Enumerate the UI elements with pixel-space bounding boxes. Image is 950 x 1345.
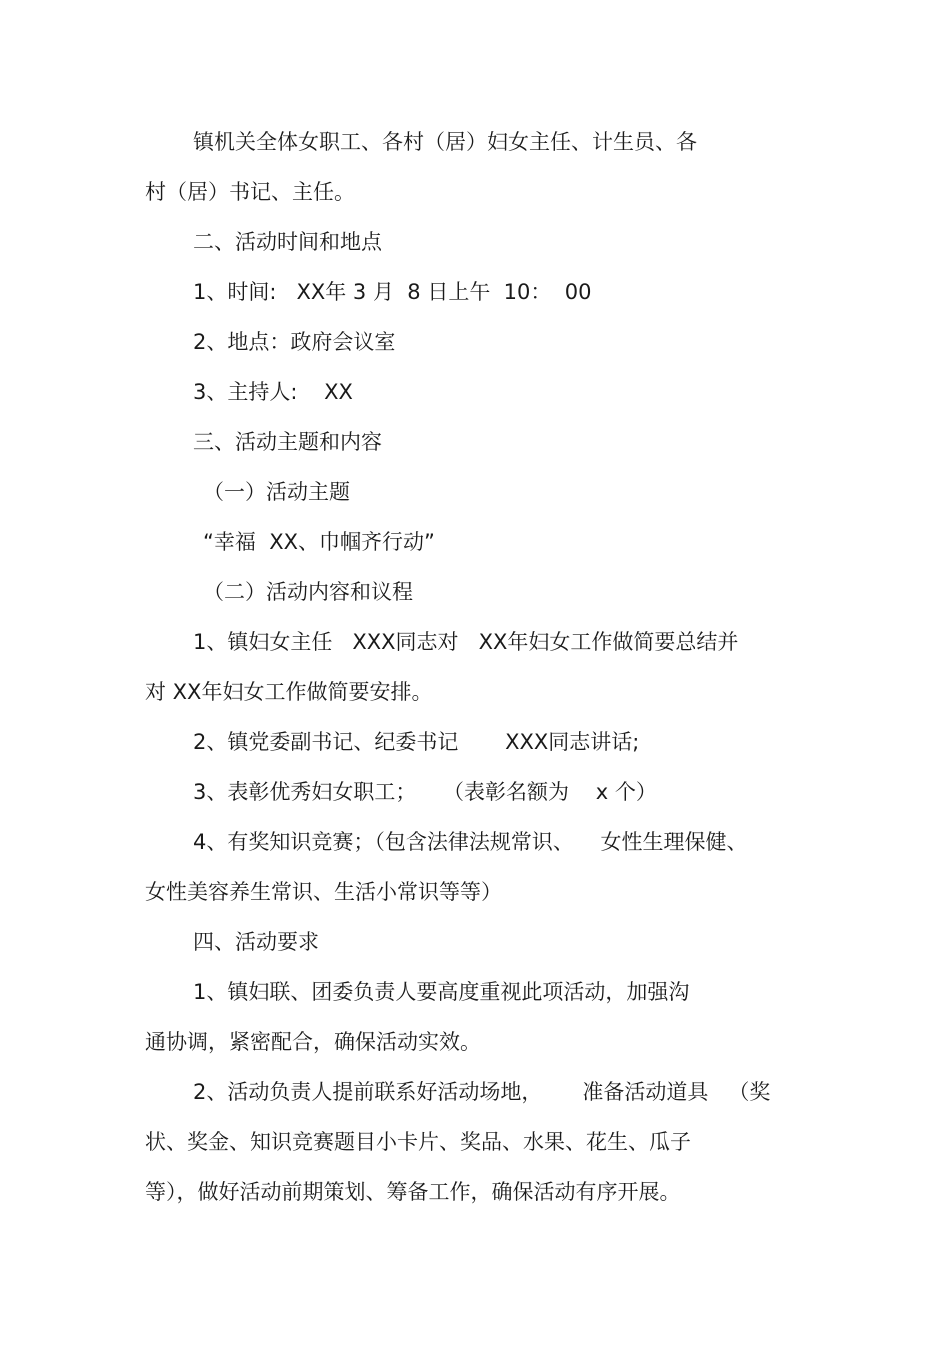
paragraph-line-2: 村（居）书记、主任。 [145, 180, 355, 204]
item-place: 2、地点：政府会议室 [193, 330, 396, 354]
paragraph-line-1: 镇机关全体女职工、各村（居）妇女主任、计生员、各 [193, 130, 697, 154]
subheading-theme: （一）活动主题 [203, 480, 350, 504]
agenda-item-1-line-1: 1、镇妇女主任 XXX同志对 XX年妇女工作做简要总结并 [193, 630, 739, 654]
theme-slogan: “幸福 XX、巾帼齐行动” [203, 530, 435, 554]
subheading-content-agenda: （二）活动内容和议程 [203, 580, 413, 604]
agenda-item-4-line-2: 女性美容养生常识、生活小常识等等） [145, 880, 502, 904]
requirement-1-line-1: 1、镇妇联、团委负责人要高度重视此项活动，加强沟 [193, 980, 690, 1004]
item-time: 1、时间: XX年 3 月 8 日上午 10： 00 [193, 280, 592, 304]
section-heading-time-place: 二、活动时间和地点 [193, 230, 382, 254]
agenda-item-2: 2、镇党委副书记、纪委书记 XXX同志讲话; [193, 730, 640, 754]
section-heading-requirements: 四、活动要求 [193, 930, 319, 954]
item-host: 3、主持人: XX [193, 380, 353, 404]
requirement-2-line-2: 状、奖金、知识竞赛题目小卡片、奖品、水果、花生、瓜子 [145, 1130, 691, 1154]
requirement-2-line-1: 2、活动负责人提前联系好活动场地， 准备活动道具 （奖 [193, 1080, 771, 1104]
agenda-item-1-line-2: 对 XX年妇女工作做简要安排。 [145, 680, 433, 704]
requirement-1-line-2: 通协调，紧密配合，确保活动实效。 [145, 1030, 481, 1054]
section-heading-theme-content: 三、活动主题和内容 [193, 430, 382, 454]
agenda-item-4-line-1: 4、有奖知识竞赛；（包含法律法规常识、 女性生理保健、 [193, 830, 748, 854]
agenda-item-3: 3、表彰优秀妇女职工； （表彰名额为 x 个） [193, 780, 657, 804]
requirement-2-line-3: 等），做好活动前期策划、筹备工作，确保活动有序开展。 [145, 1180, 681, 1204]
